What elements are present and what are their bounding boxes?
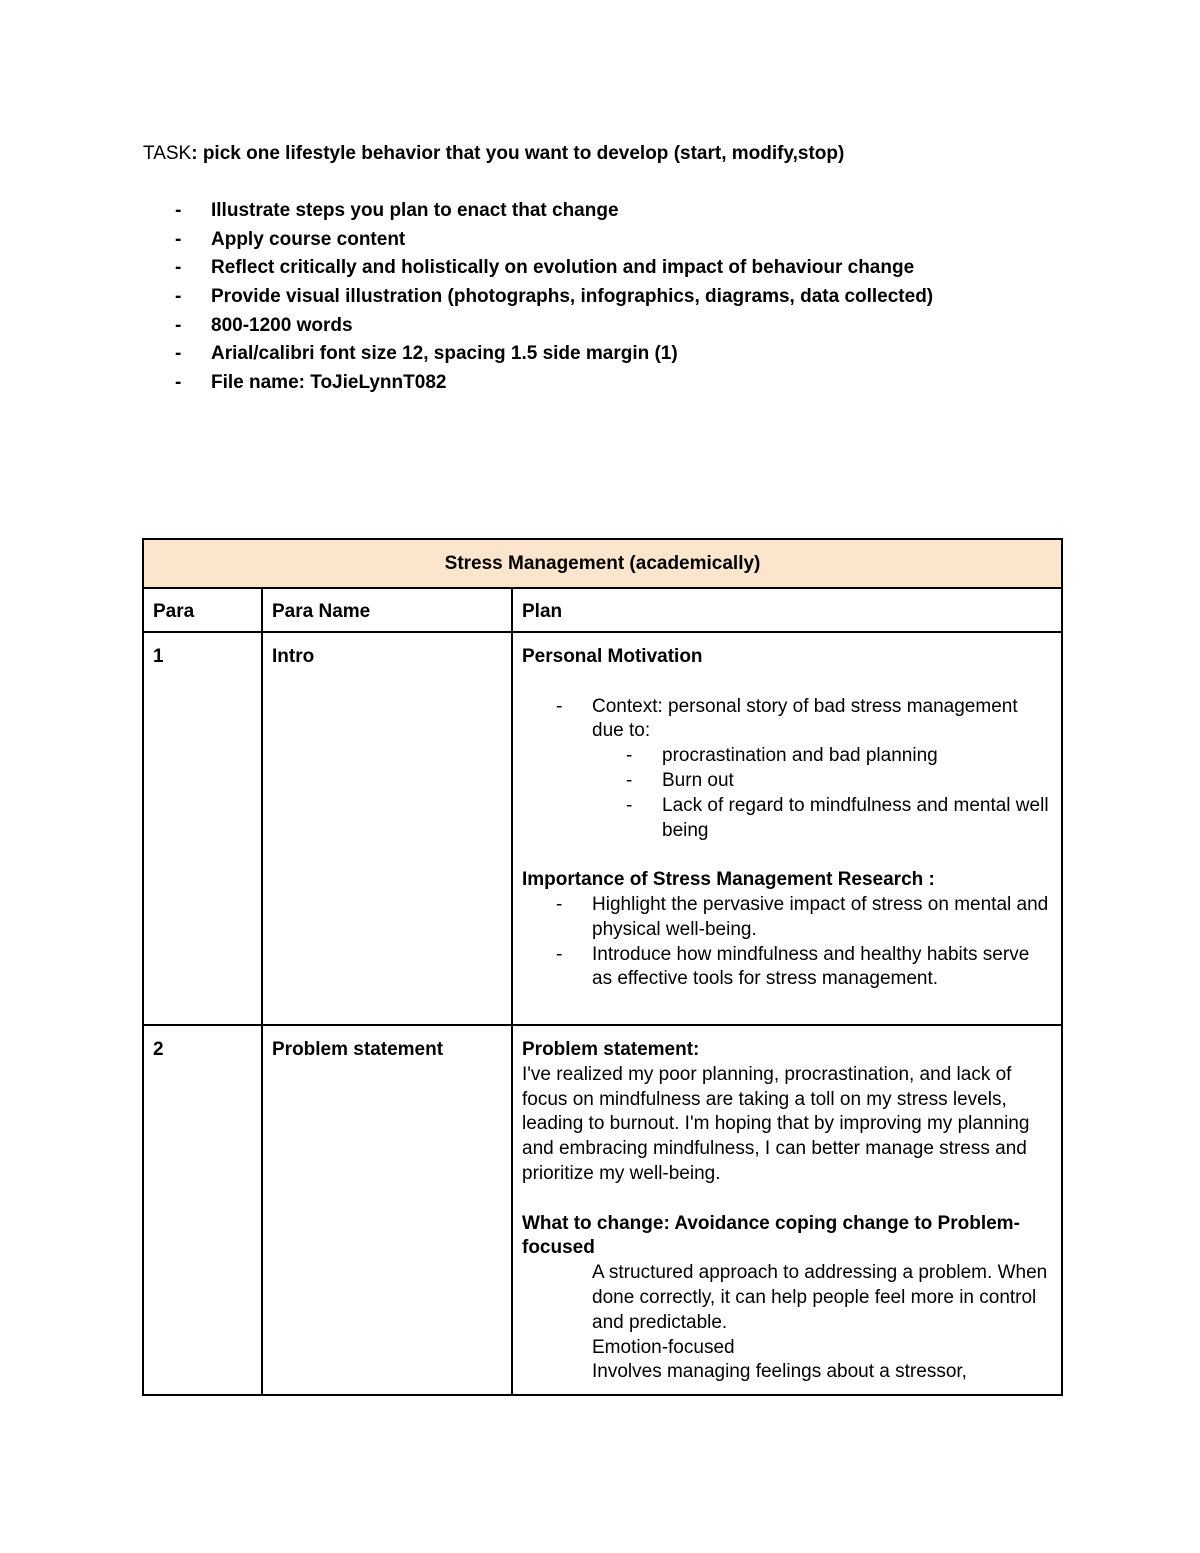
- plan-sublist-item: - Burn out: [626, 769, 734, 791]
- plan-paragraph: I've realized my poor planning, procrastination, and lack of focus on mindfulness are taking a toll on my stress levels, leading to burnout. I'm hoping that by improving my planning and embracing mindfulness, I can better manage stress and prioritize my well-being.: [522, 1063, 1030, 1184]
- table-row: [143, 1025, 1062, 1395]
- task-bullet-list: [143, 197, 1093, 398]
- table-header-row: [143, 588, 1062, 632]
- plan-sublist-item: - Lack of regard to mindfulness and mental well being: [626, 794, 1049, 841]
- task-bullet: - Provide visual illustration (photographs, infographics, diagrams, data collected): [175, 286, 934, 308]
- plan-heading: Personal Motivation: [522, 646, 703, 667]
- task-bullet: - File name: ToJieLynnT082: [175, 372, 447, 394]
- plan-list-item: - Context: personal story of bad stress management due to:: [556, 695, 1018, 742]
- task-bullet: - 800-1200 words: [175, 314, 353, 336]
- header-plan: Plan: [512, 588, 1062, 632]
- plan-heading: Problem statement:: [522, 1039, 700, 1060]
- plan-sublist-item: - procrastination and bad planning: [626, 745, 938, 767]
- task-bullet: - Reflect critically and holistically on evolution and impact of behaviour change: [175, 257, 915, 279]
- task-prefix: TASK: [143, 143, 192, 164]
- task-bullet: - Arial/calibri font size 12, spacing 1.5 side margin (1): [175, 343, 678, 365]
- table-title: Stress Management (academically): [143, 539, 1062, 588]
- para-name: Intro: [262, 632, 512, 1025]
- plan-indented-text: Emotion-focused: [592, 1336, 735, 1358]
- plan-indented-text: Involves managing feelings about a stressor,: [592, 1361, 967, 1383]
- task-bullet: - Illustrate steps you plan to enact that change: [175, 200, 619, 221]
- para-name: Problem statement: [262, 1025, 512, 1395]
- plan-list-item: - Introduce how mindfulness and healthy habits serve as effective tools for stress management.: [556, 943, 1030, 990]
- para-number: 1: [143, 632, 262, 1025]
- table-row: [143, 632, 1062, 1025]
- plan-table: [142, 538, 1063, 1396]
- header-para-name: Para Name: [262, 588, 512, 632]
- plan-heading: What to change: Avoidance coping change to Problem-focused: [522, 1212, 1020, 1259]
- header-para: Para: [143, 588, 262, 632]
- task-heading-text: : pick one lifestyle behavior that you want to develop (start, modify,stop): [191, 143, 845, 164]
- plan-cell: [512, 1025, 1062, 1395]
- plan-list-item: - Highlight the pervasive impact of stress on mental and physical well-being.: [556, 893, 1049, 940]
- plan-indented-text: A structured approach to addressing a problem. When done correctly, it can help people feel more in control and predictable.: [592, 1262, 1048, 1333]
- para-number: 2: [143, 1025, 262, 1395]
- plan-heading: Importance of Stress Management Research :: [522, 869, 935, 891]
- task-heading: [143, 141, 1093, 167]
- plan-cell: [512, 632, 1062, 1025]
- task-bullet: - Apply course content: [175, 228, 406, 250]
- task-section: [143, 141, 1093, 398]
